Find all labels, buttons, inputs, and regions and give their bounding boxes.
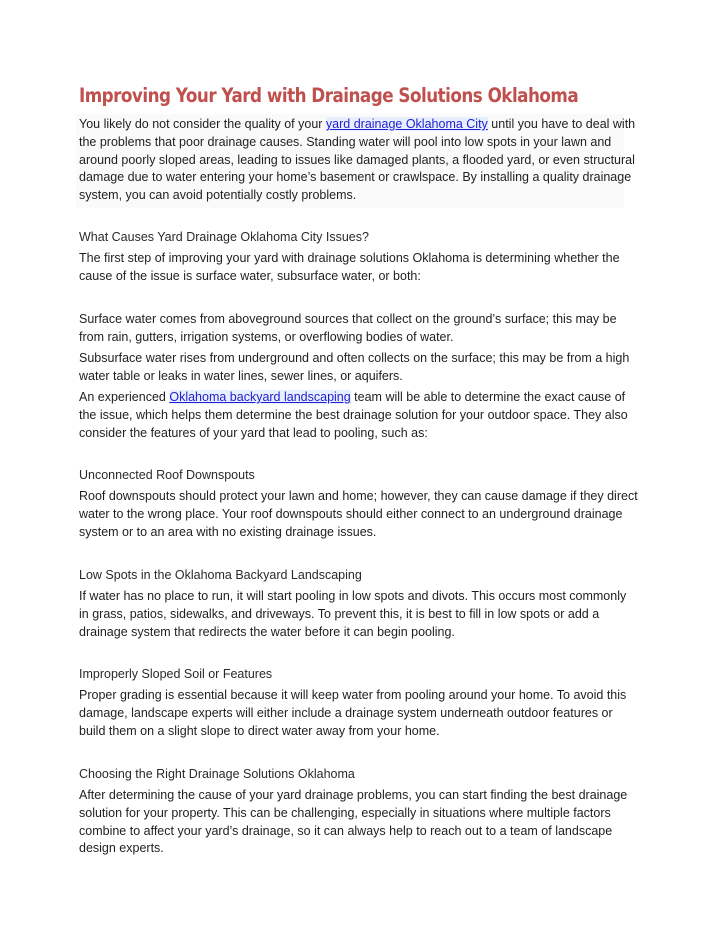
low-spots-paragraph: If water has no place to run, it will start pooling in low spots and divots. This occurs most commonly in grass, patios, sidewalks, and driveways. To prevent this, it is best to fill in low spots or add a drainage system that redirects the water before it can begin pooling.: [79, 589, 627, 639]
intro-text-after-link: until you have to deal with the problems that poor drainage causes. Standing water will pool into low spots in your lawn and around poorly sloped areas, leading to issues like damaged plants, a flooded yard, or even structural damage due to water entering your home’s basement or crawlspace. By installing a quality drainage system, you can avoid potentially costly problems.: [79, 117, 636, 203]
section-heading-low-spots: Low Spots in the Oklahoma Backyard Landscaping: [79, 568, 362, 582]
intro-paragraph: [79, 116, 639, 205]
experienced-text-after-link: team will be able to determine the exact cause of the issue, which helps them determine the best drainage solution for your outdoor space. They also consider the features of your yard that lead to pooling, such as:: [79, 390, 628, 440]
backyard-landscaping-link[interactable]: Oklahoma backyard landscaping: [169, 390, 351, 404]
section-heading-choosing: Choosing the Right Drainage Solutions Oklahoma: [79, 767, 355, 781]
downspouts-paragraph: Roof downspouts should protect your lawn and home; however, they can cause damage if they direct water to the wrong place. Your roof downspouts should either connect to an underground drainage system or to an area with no existing drainage issues.: [79, 489, 638, 539]
intro-text-before-link: You likely do not consider the quality of your: [79, 117, 326, 131]
section-heading-causes: What Causes Yard Drainage Oklahoma City Issues?: [79, 230, 369, 244]
page-title: Improving Your Yard with Drainage Solutions Oklahoma: [79, 84, 579, 107]
yard-drainage-link[interactable]: yard drainage Oklahoma City: [325, 117, 488, 131]
choosing-paragraph: After determining the cause of your yard drainage problems, you can start finding the best drainage solution for your property. This can be challenging, especially in situations where multiple factors combine to affect your yard’s drainage, so it can always help to reach out to a team of landscape design experts.: [79, 788, 628, 856]
subsurface-water-paragraph: Subsurface water rises from underground and often collects on the surface; this may be from a high water table or leaks in water lines, sewer lines, or aquifers.: [79, 351, 630, 383]
experienced-team-paragraph: [79, 389, 639, 442]
experienced-text-before-link: An experienced: [79, 390, 170, 404]
section-heading-sloped: Improperly Sloped Soil or Features: [79, 667, 273, 681]
surface-water-paragraph: Surface water comes from aboveground sources that collect on the ground’s surface; this may be from rain, gutters, irrigation systems, or overflowing bodies of water.: [79, 312, 617, 344]
section-heading-downspouts: Unconnected Roof Downspouts: [79, 468, 255, 482]
causes-paragraph: The first step of improving your yard with drainage solutions Oklahoma is determining whether the cause of the issue is surface water, subsurface water, or both:: [79, 251, 620, 283]
sloped-paragraph: Proper grading is essential because it will keep water from pooling around your home. To avoid this damage, landscape experts will either include a drainage system underneath outdoor features or build them on a slight slope to direct water away from your home.: [79, 688, 627, 738]
